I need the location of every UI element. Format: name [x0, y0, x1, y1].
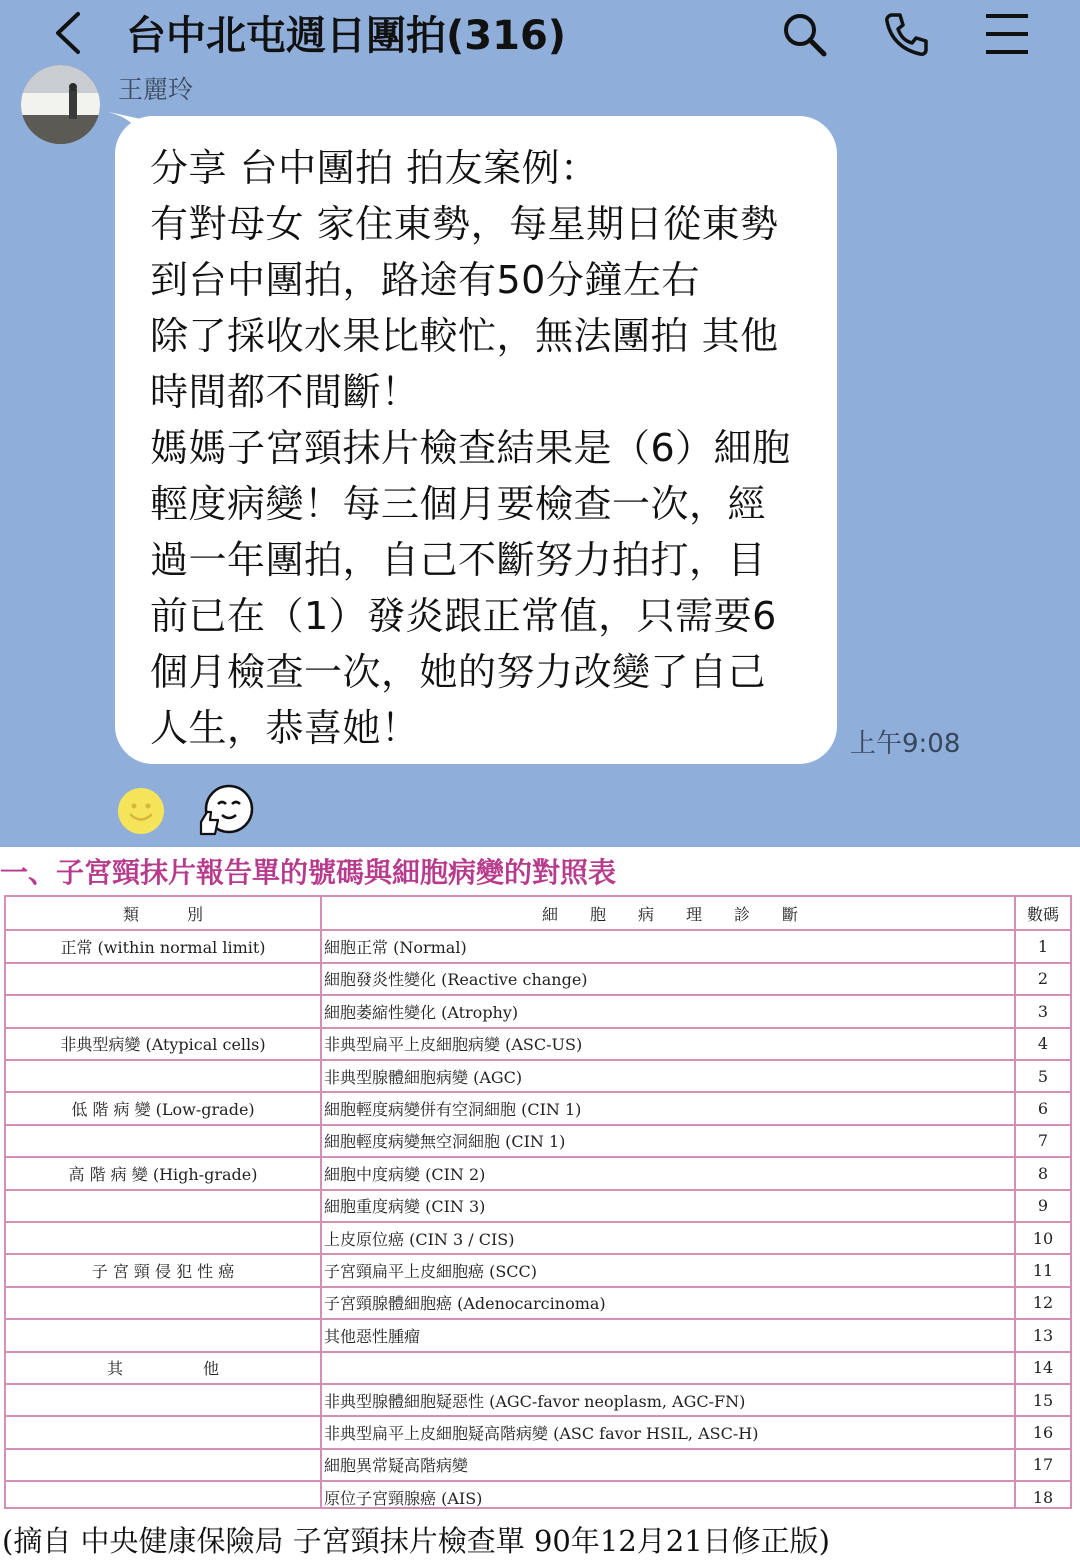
thumbs-up-emoji-icon[interactable]: [198, 784, 256, 838]
diagnosis-cell: 細胞中度病變 (CIN 2): [324, 1164, 486, 1184]
smile-emoji-icon[interactable]: [116, 786, 166, 836]
table-row: [6, 1027, 1070, 1059]
table-row: [6, 1189, 1070, 1221]
message-timestamp: 上午9:08: [850, 729, 961, 759]
message-line: 人生，恭喜她！: [150, 706, 420, 750]
table-row: [6, 1221, 1070, 1253]
diagnosis-cell: 非典型扁平上皮細胞病變 (ASC-US): [324, 1035, 583, 1055]
code-cell: 1: [1037, 937, 1049, 957]
table-row: [6, 1286, 1070, 1318]
category-cell: [6, 1061, 320, 1091]
category-cell: [6, 1191, 320, 1221]
category-cell: 非典型病變 (Atypical cells): [60, 1035, 266, 1055]
column-header: 數碼: [1026, 904, 1059, 924]
diagnosis-cell: [322, 1353, 1016, 1383]
diagnosis-cell: 細胞重度病變 (CIN 3): [324, 1197, 486, 1217]
category-cell: [6, 1288, 320, 1318]
chat-header: [0, 0, 1080, 66]
code-cell: 7: [1037, 1131, 1049, 1151]
diagnosis-cell: 上皮原位癌 (CIN 3 / CIS): [324, 1229, 515, 1249]
category-cell: [6, 1417, 320, 1447]
code-cell: 10: [1032, 1228, 1054, 1248]
table-row: [6, 1448, 1070, 1480]
code-cell: 13: [1032, 1325, 1054, 1345]
category-cell: 子 宮 頸 侵 犯 性 癌: [91, 1262, 235, 1282]
table-header-row: [6, 897, 1070, 929]
category-cell: [6, 1450, 320, 1480]
message-line: 到台中團拍，路途有50分鐘左右: [150, 258, 700, 302]
message-line: 媽媽子宮頸抹片檢查結果是（6）細胞: [150, 426, 791, 470]
diagnosis-cell: 細胞發炎性變化 (Reactive change): [324, 970, 588, 990]
diagnosis-cell: 細胞正常 (Normal): [324, 938, 467, 958]
code-cell: 9: [1037, 1196, 1049, 1216]
table-row: [6, 994, 1070, 1026]
document-image: [0, 847, 1080, 1557]
column-header: 類 別: [122, 904, 203, 924]
category-cell: [6, 1126, 320, 1156]
table-row: [6, 1318, 1070, 1350]
category-cell: [6, 1385, 320, 1415]
category-cell: 其 他: [106, 1359, 219, 1379]
category-cell: 正常 (within normal limit): [60, 938, 266, 958]
message-line: 分享 台中團拍 拍友案例：: [150, 146, 599, 190]
document-title: 一、子宮頸抹片報告單的號碼與細胞病變的對照表: [0, 856, 617, 889]
table-row: [6, 962, 1070, 994]
message-line: 過一年團拍，自己不斷努力拍打，目: [150, 538, 767, 582]
diagnosis-cell: 非典型扁平上皮細胞疑高階病變 (ASC favor HSIL, ASC-H): [324, 1424, 759, 1444]
diagnosis-cell: 細胞異常疑高階病變: [324, 1456, 469, 1476]
category-cell: [6, 964, 320, 994]
document-footnote: (摘自 中央健康保險局 子宮頸抹片檢查單 90年12月21日修正版): [2, 1524, 830, 1558]
phone-icon[interactable]: [882, 10, 930, 58]
diagnosis-cell: 細胞輕度病變無空洞細胞 (CIN 1): [324, 1132, 566, 1152]
search-icon[interactable]: [780, 10, 828, 58]
category-cell: [6, 1223, 320, 1253]
diagnosis-cell: 其他惡性腫瘤: [324, 1326, 421, 1346]
diagnosis-cell: 細胞萎縮性變化 (Atrophy): [324, 1002, 519, 1022]
message-line: 輕度病變！每三個月要檢查一次，經: [150, 482, 767, 526]
category-cell: [6, 1320, 320, 1350]
table-row: [6, 929, 1070, 961]
code-cell: 5: [1037, 1066, 1049, 1086]
diagnosis-cell: 細胞輕度病變併有空洞細胞 (CIN 1): [324, 1100, 582, 1120]
diagnosis-cell: 子宮頸扁平上皮細胞癌 (SCC): [324, 1262, 538, 1282]
code-cell: 6: [1037, 1099, 1049, 1119]
message-line: 除了採收水果比較忙，無法團拍 其他: [150, 314, 779, 358]
code-cell: 8: [1037, 1163, 1049, 1183]
reference-table: [4, 895, 1072, 1509]
code-cell: 2: [1037, 969, 1049, 989]
code-cell: 14: [1032, 1358, 1054, 1378]
message-line: 時間都不間斷！: [150, 370, 420, 414]
code-cell: 15: [1032, 1390, 1054, 1410]
message-line: 個月檢查一次，她的努力改變了自己: [150, 650, 767, 694]
back-icon[interactable]: [48, 10, 88, 56]
diagnosis-cell: 非典型腺體細胞疑惡性 (AGC-favor neoplasm, AGC-FN): [324, 1391, 746, 1411]
table-row: [6, 1091, 1070, 1123]
menu-icon[interactable]: [983, 10, 1031, 58]
table-row: [6, 1124, 1070, 1156]
code-cell: 11: [1032, 1261, 1054, 1281]
code-cell: 4: [1037, 1034, 1049, 1054]
table-row: [6, 1480, 1070, 1512]
table-row: [6, 1351, 1070, 1383]
code-cell: 12: [1032, 1293, 1054, 1313]
diagnosis-cell: 非典型腺體細胞病變 (AGC): [324, 1067, 523, 1087]
avatar[interactable]: [21, 65, 100, 144]
code-cell: 16: [1032, 1423, 1054, 1443]
message-line: 前已在（1）發炎跟正常值，只需要6: [150, 594, 777, 638]
chat-title: 台中北屯週日團拍(316): [126, 13, 567, 59]
table-row: [6, 1059, 1070, 1091]
diagnosis-cell: 子宮頸腺體細胞癌 (Adenocarcinoma): [324, 1294, 606, 1314]
code-cell: 3: [1037, 1001, 1049, 1021]
table-row: [6, 1383, 1070, 1415]
category-cell: [6, 1482, 320, 1512]
category-cell: 低 階 病 變 (Low-grade): [71, 1100, 255, 1120]
code-cell: 18: [1032, 1487, 1054, 1507]
table-row: [6, 1156, 1070, 1188]
message-line: 有對母女 家住東勢，每星期日從東勢: [150, 202, 779, 246]
column-header: 細 胞 病 理 診 斷: [541, 904, 798, 924]
category-cell: [6, 996, 320, 1026]
code-cell: 17: [1032, 1455, 1054, 1475]
table-row: [6, 1253, 1070, 1285]
diagnosis-cell: 原位子宮頸腺癌 (AIS): [324, 1488, 483, 1508]
sender-name: 王麗玲: [118, 75, 194, 104]
category-cell: 高 階 病 變 (High-grade): [68, 1164, 258, 1184]
table-row: [6, 1415, 1070, 1447]
